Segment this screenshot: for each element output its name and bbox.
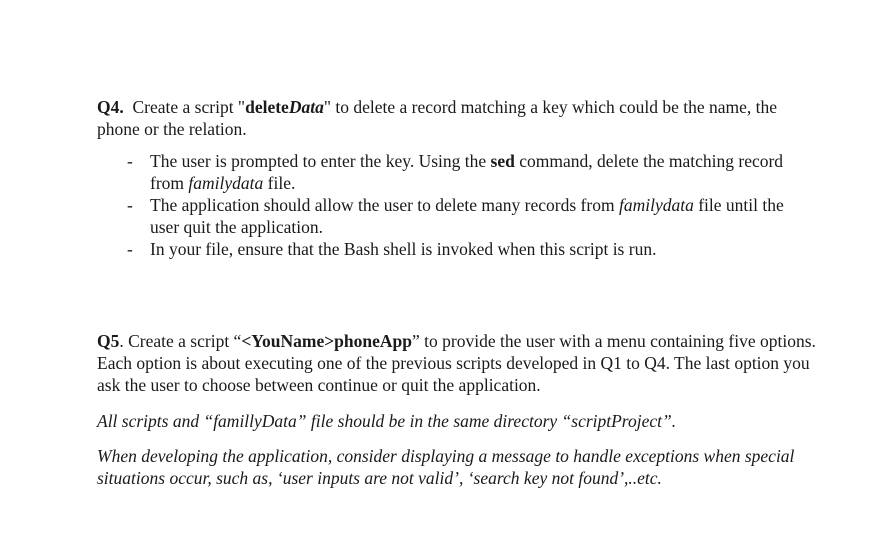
bullet-dash: - [127, 195, 133, 215]
q4-bullet-1 [97, 150, 817, 194]
q4-bullet-2-pre: The application should allow the user to delete many records from [150, 195, 619, 215]
q4-bullet-1-mid: command, delete the matching record from [150, 151, 784, 193]
q5-intro [97, 330, 817, 396]
bullet-dash: - [127, 151, 133, 171]
q4-bullet-1-pre: The user is prompted to enter the key. Using the [150, 151, 491, 171]
q4-intro-post: " to delete a record matching a key which could be the name, the phone or the relation. [97, 97, 778, 139]
q4-label: Q4. [97, 97, 124, 117]
q4-bullet-1-post: file. [263, 173, 296, 193]
q4-bullet-2-post: file until the user quit the application. [150, 195, 784, 237]
exception-note: When developing the application, consider displaying a message to handle exceptions when special situations occur, such as, ‘user inputs are not valid’, ‘search key not found’,..etc. [97, 446, 795, 488]
q5-intro-pre: Create a script “ [123, 331, 242, 351]
q4-bullet-1-filename: familydata [188, 173, 264, 193]
q4-intro-pre: Create a script " [132, 97, 246, 117]
q5-label: Q5 [97, 331, 120, 351]
q4-bullet-list [97, 150, 817, 260]
question-5 [97, 330, 817, 489]
q4-script-name-bold-italic: Data [288, 97, 324, 117]
q4-script-name [245, 97, 324, 117]
q5-script-name: <YouName>phoneApp [241, 331, 413, 351]
q4-bullet-2-filename: familydata [618, 195, 694, 215]
q4-bullet-2 [97, 194, 817, 238]
bullet-dash: - [127, 239, 133, 259]
q4-bullet-1-command: sed [490, 151, 515, 171]
question-4 [97, 96, 817, 260]
directory-note: All scripts and “famillyData” file should be in the same directory “scriptProject”. [97, 411, 677, 431]
q4-script-name-bold: delete [245, 97, 289, 117]
q4-intro [97, 96, 817, 140]
q5-intro-post: ” to provide the user with a menu containing five options. Each option is about executing one of the previous scripts developed in Q1 to Q4. The last option you ask the user to choose between continue or quit the application. [97, 331, 816, 395]
q4-bullet-3-text: In your file, ensure that the Bash shell is invoked when this script is run. [150, 239, 657, 259]
q5-label-dot: . [119, 331, 124, 351]
q4-bullet-3 [97, 238, 817, 260]
